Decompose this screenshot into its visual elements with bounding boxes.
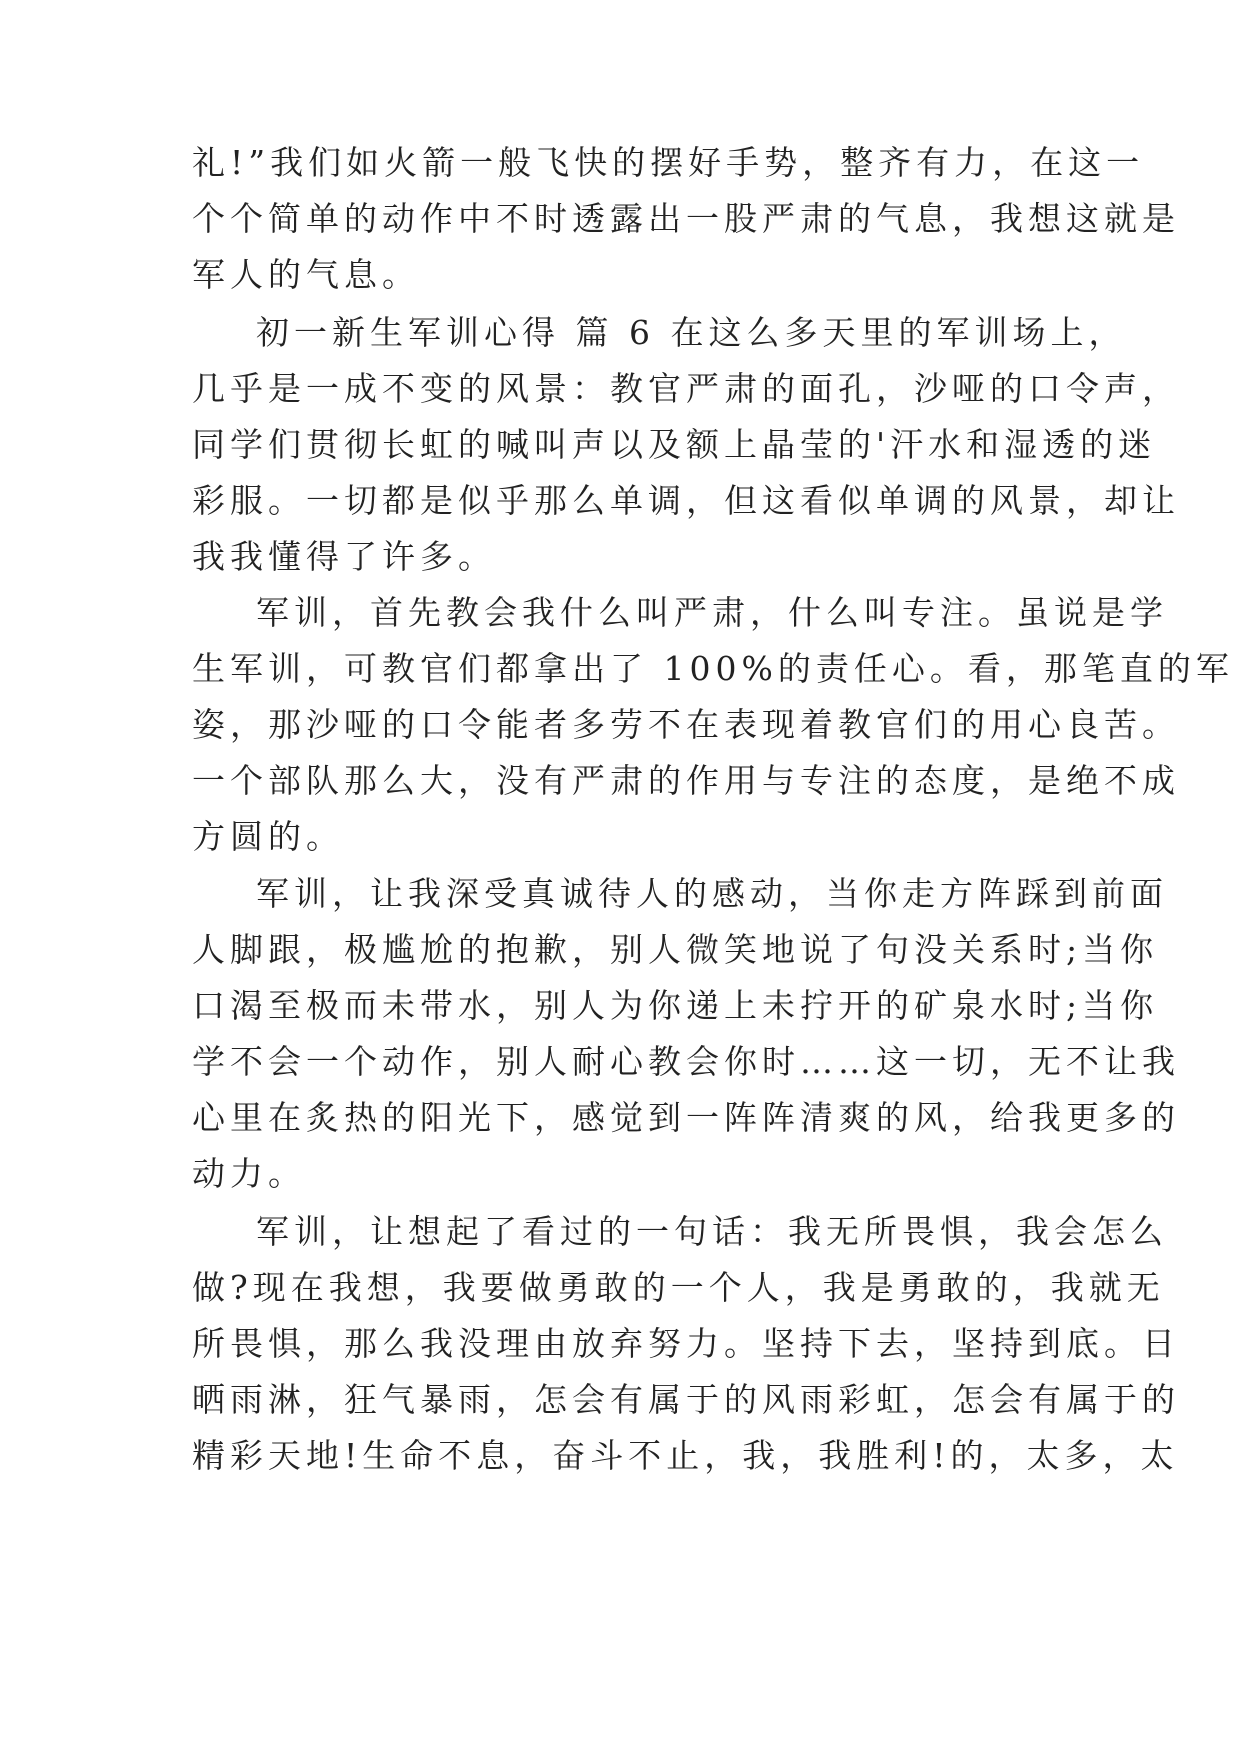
text-line: 晒雨淋，狂气暴雨，怎会有属于的风雨彩虹，怎会有属于的: [192, 1380, 1180, 1419]
text-line: 所畏惧，那么我没理由放弃努力。坚持下去，坚持到底。日: [192, 1324, 1180, 1363]
text-line: 礼!”我们如火箭一般飞快的摆好手势，整齐有力，在这一: [192, 143, 1145, 182]
text-line: 生军训，可教官们都拿出了 100%的责任心。看，那笔直的军: [192, 649, 1234, 688]
text-line: 个个简单的动作中不时透露出一股严肃的气息，我想这就是: [192, 199, 1180, 238]
text-line: 军训，让想起了看过的一句话：我无所畏惧，我会怎么: [256, 1212, 1168, 1251]
text-line: 姿，那沙哑的口令能者多劳不在表现着教官们的用心良苦。: [192, 705, 1180, 744]
text-line: 彩服。一切都是似乎那么单调，但这看似单调的风景，却让: [192, 481, 1180, 520]
text-line: 方圆的。: [192, 817, 344, 856]
text-line: 几乎是一成不变的风景：教官严肃的面孔，沙哑的口令声，: [192, 369, 1180, 408]
text-line: 口渴至极而未带水，别人为你递上未拧开的矿泉水时;当你: [192, 986, 1159, 1025]
section-heading-line: 初一新生军训心得 篇 6 在这么多天里的军训场上，: [256, 313, 1127, 352]
text-line: 一个部队那么大，没有严肃的作用与专注的态度，是绝不成: [192, 761, 1180, 800]
text-line: 军人的气息。: [192, 255, 420, 294]
text-line: 军训，首先教会我什么叫严肃，什么叫专注。虽说是学: [256, 593, 1168, 632]
text-line: 军训，让我深受真诚待人的感动，当你走方阵踩到前面: [256, 874, 1168, 913]
text-line: 我我懂得了许多。: [192, 537, 496, 576]
text-line: 人脚跟，极尴尬的抱歉，别人微笑地说了句没关系时;当你: [192, 930, 1159, 969]
text-line: 精彩天地!生命不息，奋斗不止，我，我胜利!的，太多，太: [192, 1436, 1179, 1475]
text-line: 心里在炙热的阳光下，感觉到一阵阵清爽的风，给我更多的: [192, 1098, 1180, 1137]
text-line: 同学们贯彻长虹的喊叫声以及额上晶莹的'汗水和湿透的迷: [192, 425, 1157, 464]
text-line: 做?现在我想，我要做勇敢的一个人，我是勇敢的，我就无: [192, 1268, 1165, 1307]
text-line: 学不会一个动作，别人耐心教会你时……这一切，无不让我: [192, 1042, 1180, 1081]
text-line: 动力。: [192, 1154, 306, 1193]
